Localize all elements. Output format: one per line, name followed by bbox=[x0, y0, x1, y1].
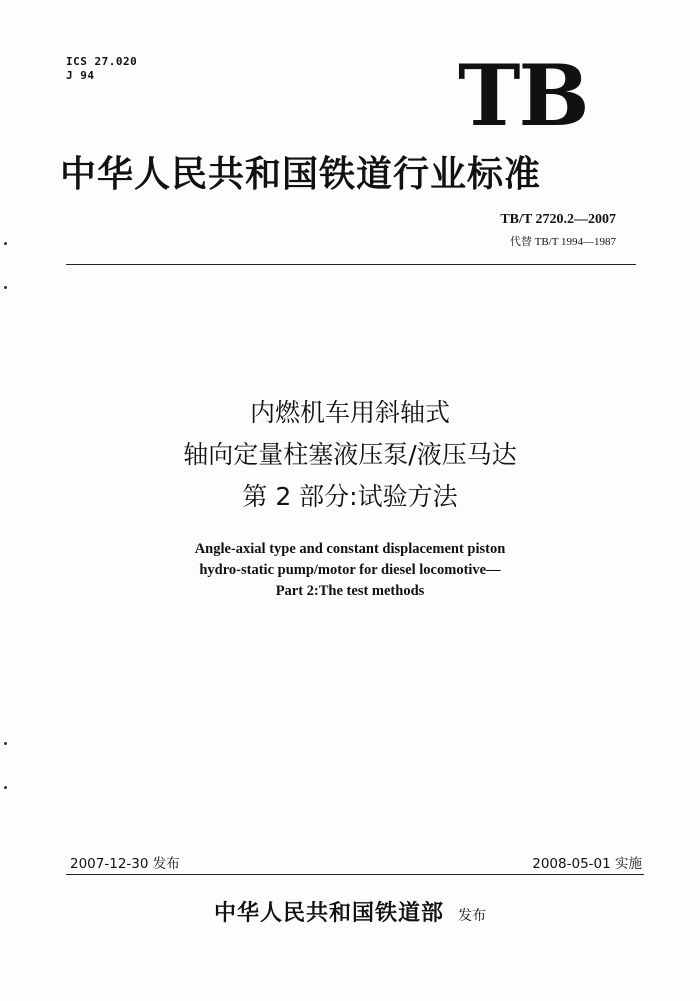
standard-number: TB/T 2720.2—2007 bbox=[500, 212, 616, 227]
footer-divider bbox=[66, 874, 644, 875]
implementation-date: 2008-05-01 实施 bbox=[532, 856, 642, 872]
chinese-title-line-2: 轴向定量柱塞液压泵/液压马达 bbox=[183, 440, 517, 469]
replaces-note: 代替 TB/T 1994—1987 bbox=[509, 236, 616, 248]
classification-codes bbox=[66, 55, 137, 83]
english-title bbox=[0, 539, 700, 602]
ccs-code: J 94 bbox=[66, 69, 95, 82]
scan-speck bbox=[4, 286, 7, 289]
scan-speck bbox=[4, 786, 7, 789]
issuer-line bbox=[0, 896, 700, 927]
issuer-suffix: 发布 bbox=[458, 908, 486, 924]
tb-logo: TB bbox=[458, 46, 588, 145]
header-divider bbox=[66, 264, 636, 265]
chinese-title bbox=[0, 392, 700, 518]
dates-row bbox=[70, 854, 642, 874]
scan-speck bbox=[4, 742, 7, 745]
issue-date: 2007-12-30 发布 bbox=[70, 856, 180, 872]
english-title-line-3: Part 2:The test methods bbox=[275, 583, 425, 599]
scan-speck bbox=[4, 242, 7, 245]
issuer-name: 中华人民共和国铁道部 bbox=[213, 900, 444, 926]
english-title-line-2: hydro-static pump/motor for diesel locomotive— bbox=[199, 562, 501, 578]
ics-code: ICS 27.020 bbox=[66, 55, 138, 68]
chinese-title-line-3: 第 2 部分:试验方法 bbox=[242, 482, 458, 511]
organization-title: 中华人民共和国铁道行业标准 bbox=[60, 153, 542, 195]
english-title-line-1: Angle-axial type and constant displacement piston bbox=[194, 541, 506, 557]
chinese-title-line-1: 内燃机车用斜轴式 bbox=[249, 398, 450, 427]
